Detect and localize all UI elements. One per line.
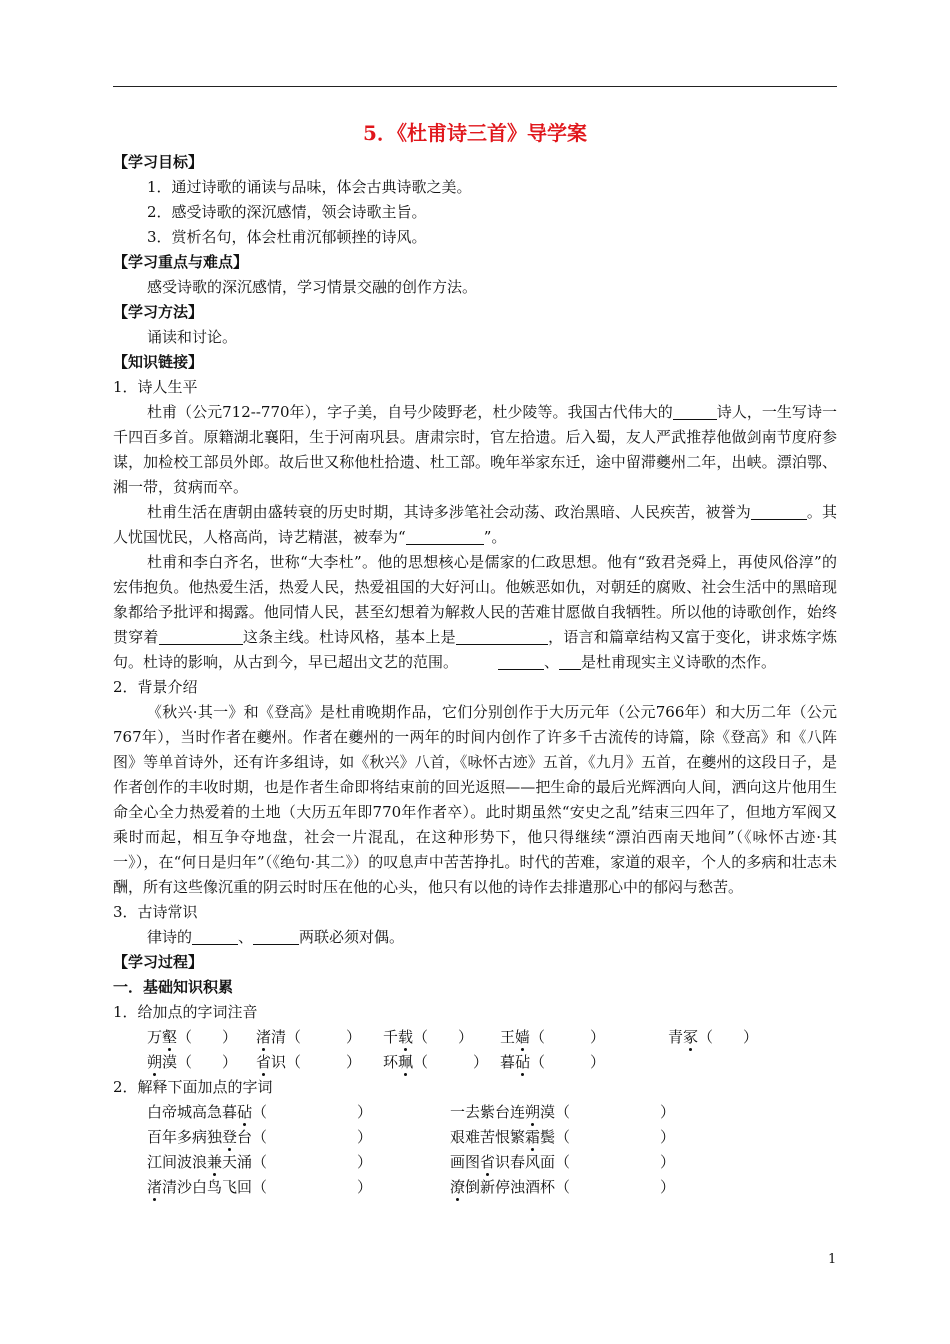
- goal-item: 2．感受诗歌的深沉感情，领会诗歌主旨。: [147, 203, 427, 221]
- biography-paragraph: 杜甫（公元712--770年），字子美，自号少陵野老，杜少陵等。我国古代伟大的 诗人，一生写诗一千四百多首。原籍湖北襄阳，生于河南巩县。唐肃宗时，官左拾遗。后入蜀，友人严武推荐他做剑南节度府参谋，加检校工部员外郎。故后世又称他杜拾遗、杜工部。晚年举家东迁，途中留滞夔州二年，出峡。漂泊鄂、湘一带，贫病而卒。: [113, 403, 837, 496]
- part-title: 一．基础知识积累: [113, 978, 234, 996]
- fill-blank[interactable]: [253, 928, 299, 945]
- explain-item[interactable]: 潦倒新停浊酒杯（ ）: [450, 1178, 676, 1196]
- explain-item[interactable]: 白帝城高急暮砧（ ）: [147, 1103, 373, 1121]
- subsection-title: 3．古诗常识: [113, 903, 198, 921]
- page-title: 5．《杜甫诗三首》导学案: [363, 121, 587, 145]
- explain-item[interactable]: 渚清沙白鸟飞回（ ）: [147, 1178, 373, 1196]
- fill-blank[interactable]: [406, 528, 484, 545]
- goals-heading: 【学习目标】: [113, 153, 204, 171]
- pinyin-item[interactable]: 环珮（ ）: [383, 1053, 489, 1071]
- fill-blank[interactable]: [192, 928, 238, 945]
- pinyin-item[interactable]: 渚清（ ）: [256, 1028, 362, 1046]
- process-heading: 【学习过程】: [113, 953, 204, 971]
- explain-row: [113, 1175, 837, 1200]
- explain-item[interactable]: 艰难苦恨繁霜鬓（ ）: [450, 1128, 676, 1146]
- method-text: 诵读和讨论。: [147, 328, 238, 346]
- pinyin-item[interactable]: 千载（ ）: [383, 1028, 474, 1046]
- background-paragraph: 《秋兴·其一》和《登高》是杜甫晚期作品，它们分别创作于大历元年（公元766年）和大历二年（公元767年），当时作者在夔州。作者在夔州的一两年的时间内创作了许多千古流传的诗篇，除《登高》和《八阵图》等单首诗外，还有许多组诗，如《秋兴》八首，《咏怀古迹》五首，《九月》五首，在夔州的这段日子，是作者创作的丰收时期，也是作者生命即将结束前的回光返照——把生命的最后光辉洒向人间，洒向这片他用生命全心全力热爱着的土地（大历五年即770年作者卒）。此时期虽然“安史之乱”结束三四年了，但地方军阀又乘时而起，相互争夺地盘，社会一片混乱，在这种形势下，他只得继续“漂泊西南天地间”（《咏怀古迹·其一》），在“何日是归年”（《绝句·其二》）的叹息声中苦苦挣扎。时代的苦难，家道的艰辛，个人的多病和壮志未酬，所有这些像沉重的阴云时时压在他的心头，他只有以他的诗作去排遣那心中的郁闷与愁苦。: [113, 703, 837, 896]
- question-title: 1．给加点的字词注音: [113, 1003, 258, 1021]
- page-number: 1: [828, 1252, 837, 1267]
- explain-item[interactable]: 江间波浪兼天涌（ ）: [147, 1153, 373, 1171]
- explain-item[interactable]: 一去紫台连朔漠（ ）: [450, 1103, 676, 1121]
- pinyin-item[interactable]: 暮砧（ ）: [500, 1053, 606, 1071]
- fill-blank[interactable]: [751, 503, 807, 520]
- explain-item[interactable]: 画图省识春风面（ ）: [450, 1153, 676, 1171]
- header-rule: [113, 86, 837, 87]
- links-heading: 【知识链接】: [113, 353, 204, 371]
- explain-row: [113, 1125, 837, 1150]
- biography-paragraph: 杜甫生活在唐朝由盛转衰的历史时期，其诗多涉笔社会动荡、政治黑暗、人民疾苦，被誉为 。其人忧国忧民，人格高尚，诗艺精湛，被奉为“ ”。: [113, 503, 837, 546]
- biography-paragraph: 杜甫和李白齐名，世称“大李杜”。他的思想核心是儒家的仁政思想。他有“致君尧舜上，再使风俗淳”的宏伟抱负。他热爱生活，热爱人民，热爱祖国的大好河山。他嫉恶如仇，对朝廷的腐败、社会生活中的黑暗现象都给予批评和揭露。他同情人民，甚至幻想着为解救人民的苦难甘愿做自我牺牲。所以他的诗歌创作，始终贯穿着 这条主线。杜诗风格，基本上是 ，语言和篇章结构又富于变化，讲求炼字炼句。杜诗的影响，从古到今，早已超出文艺的范围。 、 是杜甫现实主义诗歌的杰作。: [113, 553, 837, 671]
- pinyin-item[interactable]: 万壑（ ）: [147, 1028, 238, 1046]
- fill-blank[interactable]: [159, 628, 243, 645]
- pinyin-item[interactable]: 青冢（ ）: [668, 1028, 759, 1046]
- fill-blank[interactable]: [559, 653, 581, 670]
- explain-item[interactable]: 百年多病独登台（ ）: [147, 1128, 373, 1146]
- fill-blank[interactable]: [498, 653, 544, 670]
- goal-item: 1．通过诗歌的诵读与品味，体会古典诗歌之美。: [147, 178, 472, 196]
- question-title: 2．解释下面加点的字词: [113, 1078, 273, 1096]
- subsection-title: 1．诗人生平: [113, 378, 198, 396]
- pinyin-row: [113, 1050, 837, 1075]
- document-page: [113, 118, 837, 1200]
- fill-blank[interactable]: [456, 628, 548, 645]
- fill-blank[interactable]: [673, 403, 717, 420]
- pinyin-item[interactable]: 朔漠（ ）: [147, 1053, 238, 1071]
- explain-row: [113, 1100, 837, 1125]
- pinyin-row: [113, 1025, 837, 1050]
- pinyin-item[interactable]: 省识（ ）: [256, 1053, 362, 1071]
- poetry-knowledge: 律诗的 、 两联必须对偶。: [147, 928, 405, 946]
- method-heading: 【学习方法】: [113, 303, 204, 321]
- subsection-title: 2．背景介绍: [113, 678, 198, 696]
- explain-row: [113, 1150, 837, 1175]
- pinyin-item[interactable]: 王嫱（ ）: [500, 1028, 606, 1046]
- focus-heading: 【学习重点与难点】: [113, 253, 249, 271]
- focus-text: 感受诗歌的深沉感情，学习情景交融的创作方法。: [147, 278, 478, 296]
- goal-item: 3．赏析名句，体会杜甫沉郁顿挫的诗风。: [147, 228, 427, 246]
